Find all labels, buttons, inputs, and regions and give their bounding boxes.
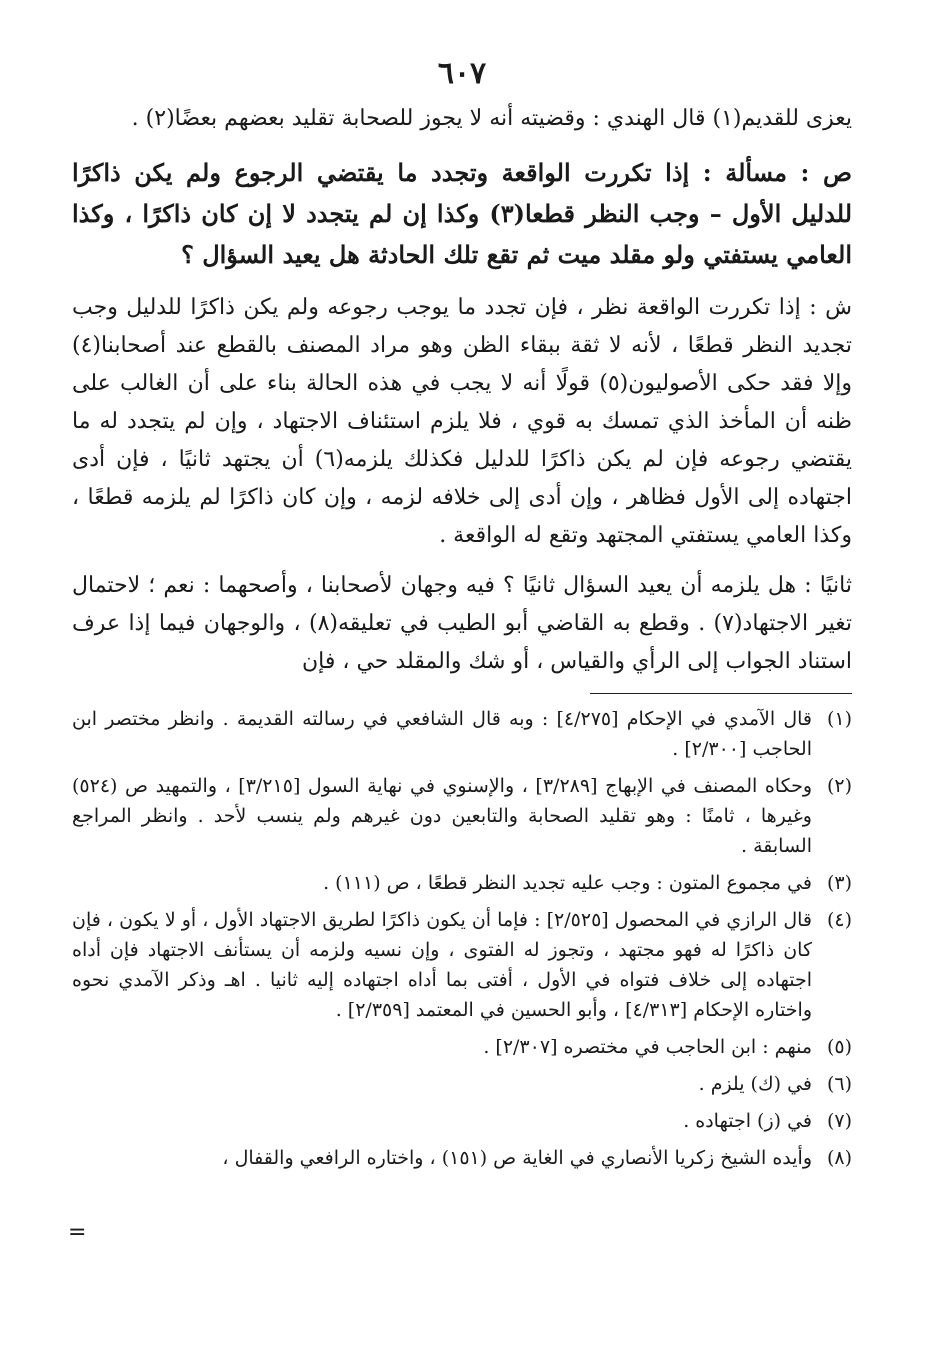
- footnote-divider: [590, 693, 852, 694]
- footnote-text: في مجموع المتون : وجب عليه تجديد النظر قطعًا ، ص (١١١) .: [323, 872, 812, 894]
- footnote-item: [72, 1069, 852, 1099]
- footnote-number: (٣): [826, 872, 852, 894]
- book-page: [72, 52, 852, 1180]
- footnote-text: منهم : ابن الحاجب في مختصره [٢/٣٠٧] .: [483, 1036, 812, 1058]
- sharh-paragraph: ش : إذا تكررت الواقعة نظر ، فإن تجدد ما يوجب رجوعه ولم يكن ذاكرًا للدليل وجب تجديد النظر قطعًا ، لأنه لا ثقة ببقاء الظن وهو مراد المصنف بالقطع عند أصحابنا(٤) وإلا فقد حكى الأصوليون(٥) قولًا أنه لا يجب في هذه الحالة بناء على أن الغالب على ظنه أن المأخذ الذي تمسك به قوي ، فلا يلزم استئناف الاجتهاد ، وإن لم يتجدد له ما يقتضي رجوعه فإن لم يكن ذاكرًا للدليل فكذلك يلزمه(٦) أن يجتهد ثانيًا ، فإن أدى اجتهاده إلى الأول فظاهر ، وإن أدى إلى خلافه لزمه ، وإن كان ذاكرًا لم يلزمه قطعًا ، وكذا العامي يستفتي المجتهد وتقع له الواقعة .: [72, 295, 853, 548]
- second-issue-paragraph: ثانيًا : هل يلزمه أن يعيد السؤال ثانيًا ؟ فيه وجهان لأصحابنا ، وأصحهما : نعم ؛ لاحتمال تغير الاجتهاد(٧) . وقطع به القاضي أبو الطيب في تعليقه(٨) ، والوجهان فيما إذا عرف استناد الجواب إلى الرأي والقياس ، أو شك والمقلد حي ، فإن: [72, 573, 852, 674]
- footnote-item: [72, 868, 852, 898]
- footnotes-list: [72, 704, 852, 1173]
- footnote-text: في (ك) يلزم .: [698, 1073, 812, 1095]
- footnote-number: (٧): [826, 1110, 852, 1132]
- footnote-item: [72, 1143, 852, 1173]
- intro-paragraph: يعزى للقديم(١) قال الهندي : وقضيته أنه لا يجوز للصحابة تقليد بعضهم بعضًا(٢) .: [131, 106, 852, 131]
- footnote-text: في (ز) اجتهاده .: [683, 1110, 812, 1132]
- footnote-number: (٦): [826, 1073, 852, 1095]
- footnote-item: [72, 1106, 852, 1136]
- matn-paragraph: ص : مسألة : إذا تكررت الواقعة وتجدد ما يقتضي الرجوع ولم يكن ذاكرًا للدليل الأول – وجب النظر قطعا(٣) وكذا إن لم يتجدد لا إن كان ذاكرًا ، وكذا العامي يستفتي ولو مقلد ميت ثم تقع تلك الحادثة هل يعيد السؤال ؟: [72, 158, 853, 269]
- footnote-number: (٢): [826, 775, 852, 797]
- footnote-item: [72, 704, 852, 764]
- footnote-number: (١): [826, 708, 852, 730]
- page-number: ٦٠٧: [437, 56, 487, 91]
- footnote-number: (٥): [826, 1036, 852, 1058]
- footnote-text: وحكاه المصنف في الإبهاج [٣/٢٨٩] ، والإسنوي في نهاية السول [٣/٢١٥] ، والتمهيد ص (٥٢٤) وغيرها ، ثامنًا : وهو تقليد الصحابة والتابعين دون غيرهم ولم ينسب لأحد . وانظر المراجع السابقة .: [72, 775, 813, 857]
- footnote-item: [72, 771, 852, 861]
- footnote-text: قال الرازي في المحصول [٢/٥٢٥] : فإما أن يكون ذاكرًا لطريق الاجتهاد الأول ، أو لا يكون ، فإن كان ذاكرًا له فهو مجتهد ، وتجوز له الفتوى ، وإن نسيه ولزمه أن يستأنف الاجتهاد فإن أداه اجتهاده إلى خلاف فتواه في الأول ، أفتى بما أداه اجتهاده إليه ثانيا . اهـ وذكر الآمدي نحوه واختاره الإحكام [٤/٣١٣] ، وأبو الحسين في المعتمد [٢/٣٥٩] .: [72, 909, 812, 1021]
- footnote-text: وأيده الشيخ زكريا الأنصاري في الغاية ص (١٥١) ، واختاره الرافعي والقفال ،: [222, 1147, 812, 1169]
- continuation-mark: =: [68, 1220, 87, 1245]
- footnote-item: [72, 1032, 852, 1062]
- footnote-number: (٤): [826, 909, 852, 931]
- footnote-text: قال الآمدي في الإحكام [٤/٢٧٥] : وبه قال الشافعي في رسالته القديمة . وانظر مختصر ابن الحاجب [٢/٣٠٠] .: [72, 708, 812, 760]
- footnote-number: (٨): [826, 1147, 852, 1169]
- footnote-item: [72, 905, 852, 1025]
